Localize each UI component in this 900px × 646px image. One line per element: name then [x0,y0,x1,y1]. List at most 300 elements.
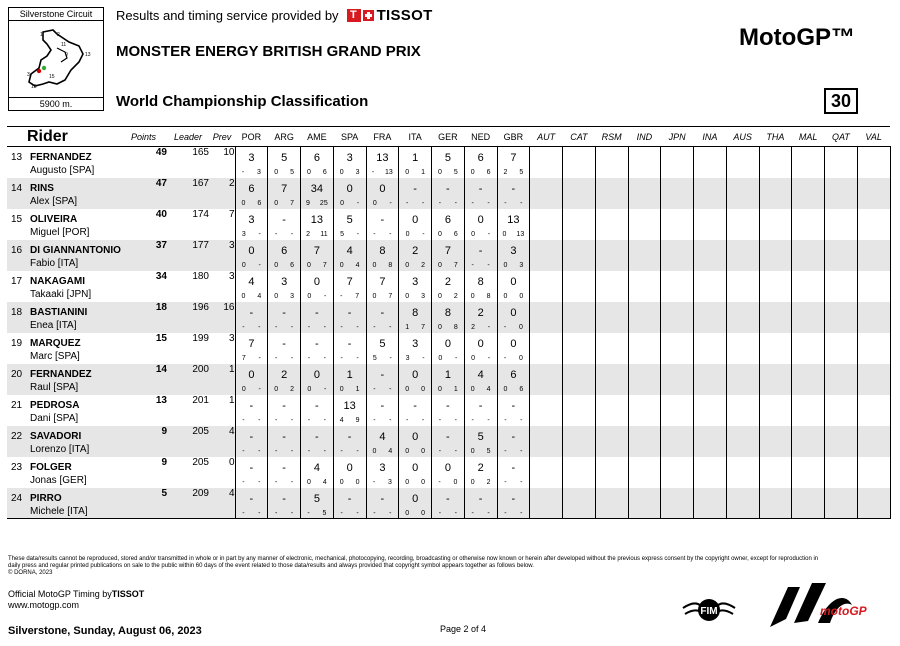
grand-prix-points: - [389,416,392,424]
race-cell-aus [726,395,759,426]
grand-prix-points: 4 [322,478,327,486]
race-split-points [268,448,300,455]
race-total-points: 13 [507,213,520,226]
race-cell-aus [726,364,759,395]
gap-to-leader: 174 [192,208,209,220]
race-total-points: - [478,182,483,195]
race-cell-ger [432,395,465,426]
race-total-points: 6 [313,152,320,164]
race-cell-mal [792,364,825,395]
grand-prix-points: - [487,509,490,517]
sprint-points: - [340,447,343,455]
table-row [7,271,890,302]
race-cell-arg [268,333,301,364]
race-split-points [432,510,464,517]
sprint-points: - [275,323,278,331]
race-total-points: 6 [281,244,288,257]
race-cell-ned [464,488,497,519]
col-gp-ned: NED [464,127,497,147]
race-total-points: 0 [444,337,451,350]
race-cell-mal [792,240,825,271]
race-cell-qat [825,240,858,271]
race-total-points: 8 [477,275,484,288]
race-cell-jpn [661,333,694,364]
timing-prefix: Official MotoGP Timing by [8,589,112,599]
col-gp-fra: FRA [366,127,399,147]
turn-label-18: 18 [31,84,37,90]
gap-to-leader: 200 [167,364,209,395]
rider-surname: FERNANDEZ [30,152,92,163]
race-cell-fra [366,395,399,426]
race-cell-spa [333,302,366,333]
race-total-points: 0 [510,337,517,350]
race-cell-ned [464,333,497,364]
sprint-points: 0 [405,509,410,517]
race-total-points: 13 [310,213,323,226]
grand-prix-points: 7 [421,323,426,331]
race-split-points [432,262,464,269]
race-cell-ame [301,302,334,333]
race-cell-aut [530,395,563,426]
race-split-points [432,355,464,362]
race-total-points: - [282,492,286,505]
race-split-points [498,386,530,393]
race-cell-ita [399,209,432,240]
sprint-points: 0 [437,169,442,176]
race-total-points: - [511,492,516,505]
sprint-points: - [275,447,278,455]
race-split-points [268,169,300,176]
grand-prix-points: 5 [290,169,295,176]
race-cell-por [235,488,268,519]
table-row [7,178,890,209]
rider-surname: PEDROSA [30,399,80,411]
race-split-points [432,479,464,486]
table-row [7,147,890,178]
race-total-points: 8 [412,306,419,319]
race-cell-cat [563,271,596,302]
race-cell-gbr [497,395,530,426]
grand-prix-points: - [455,354,458,362]
grand-prix-points: - [421,416,425,424]
grand-prix-points: - [258,509,261,517]
race-total-points: 5 [281,152,288,164]
grand-prix-points: - [356,199,360,207]
rider-position: 20 [11,368,23,380]
grand-prix-points: 6 [519,385,524,393]
race-cell-ame [301,395,334,426]
race-cell-mal [792,395,825,426]
race-cell-mal [792,147,825,178]
race-cell-por [235,364,268,395]
race-split-points [465,324,497,331]
race-total-points: - [511,182,516,195]
gap-to-previous: 0 [228,456,235,468]
grand-prix-points: 3 [355,169,360,176]
race-total-points: - [380,368,385,381]
tissot-t-icon: T [347,9,361,22]
grand-prix-points: 6 [453,230,458,238]
race-cell-aus [726,302,759,333]
grand-prix-points: 0 [421,478,426,486]
race-total-points: 13 [343,399,356,412]
race-cell-rsm [595,240,628,271]
race-cell-fra [366,302,399,333]
race-split-points [268,200,300,207]
rider-position: 19 [11,337,23,349]
race-cell-arg [268,364,301,395]
race-cell-aut [530,488,563,519]
race-cell-ita [399,147,432,178]
rider-cell [7,302,120,333]
sprint-points: - [503,323,507,331]
race-split-points [236,262,268,269]
race-split-points [236,293,268,300]
race-cell-mal [792,488,825,519]
race-cell-aut [530,333,563,364]
race-cell-ina [694,333,727,364]
race-total-points: 3 [248,152,255,164]
rider-firstname-nation: Enea [ITA] [30,319,77,331]
col-leader: Leader [167,127,209,147]
rider-cell [7,147,120,178]
grand-prix-points: - [323,323,326,331]
sprint-points: - [275,478,278,486]
sprint-points: - [471,261,474,269]
grand-prix-points: 0 [518,323,523,331]
gap-to-previous: 3 [209,240,235,271]
grand-prix-points: 0 [518,354,523,362]
sprint-points: - [307,447,311,455]
race-cell-qat [825,364,858,395]
race-cell-por [235,395,268,426]
race-split-points [399,355,431,362]
race-cell-jpn [661,271,694,302]
disclaimer [8,556,828,577]
grand-prix-points: 7 [290,199,295,207]
grand-prix-points: 5 [519,169,524,176]
race-cell-spa [333,147,366,178]
rider-position: 16 [11,244,23,256]
race-total-points: - [413,182,417,195]
race-cell-ger [432,209,465,240]
race-split-points [465,355,497,362]
sprint-points: 0 [405,261,410,269]
sprint-points: 0 [241,292,246,300]
sprint-points: 0 [437,230,442,238]
race-cell-fra [366,488,399,519]
grand-prix-points: - [258,447,261,455]
race-total-points: - [380,213,385,226]
race-cell-ita [399,178,432,209]
race-cell-cat [563,302,596,333]
race-total-points: - [315,430,319,443]
race-cell-aut [530,302,563,333]
sprint-points: 0 [306,478,311,486]
race-cell-arg [268,488,301,519]
race-cell-rsm [595,333,628,364]
race-cell-ned [464,147,497,178]
grand-prix-points: 13 [385,169,393,176]
gap-to-previous: 1 [228,394,235,406]
grand-prix-points: 0 [355,478,360,486]
grand-prix-points: - [290,323,294,331]
grand-prix-points: 1 [355,385,360,393]
race-cell-arg [268,302,301,333]
gap-to-leader: 205 [167,426,209,457]
race-split-points [367,200,399,207]
sprint-points: - [438,447,442,455]
race-split-points [498,231,530,238]
grand-prix-points: - [356,447,359,455]
sprint-points: - [242,447,245,455]
sprint-points: 0 [438,354,443,362]
grand-prix-points: 2 [486,478,491,486]
race-cell-tha [759,333,792,364]
turn-label-3: 3 [27,72,30,78]
col-gp-mal: MAL [792,127,825,147]
rider-position: 15 [11,213,23,225]
gap-to-previous: 3 [228,332,235,344]
race-split-points [432,293,464,300]
provided-by-text: Results and timing service provided by [116,8,339,23]
race-cell-rsm [595,209,628,240]
race-cell-ind [628,488,661,519]
race-cell-spa [333,209,366,240]
turn-label-11: 11 [61,42,67,48]
sprint-points: - [242,416,245,424]
sprint-points: - [307,509,310,517]
grand-prix-points: 7 [388,292,393,300]
grand-prix-points: - [454,199,457,207]
table-row [7,488,890,519]
race-cell-ned [464,178,497,209]
race-split-points [268,324,300,331]
race-total-points: - [478,492,483,505]
race-cell-tha [759,364,792,395]
race-cell-val [857,178,890,209]
race-total-points: 0 [412,213,419,226]
sprint-points: 5 [372,354,377,362]
race-split-points [236,231,268,238]
race-cell-gbr [497,209,530,240]
col-gp-qat: QAT [825,127,858,147]
race-total-points: 0 [477,337,484,350]
race-total-points: - [511,430,516,443]
race-cell-val [857,240,890,271]
race-split-points [236,479,268,486]
race-split-points [465,510,497,517]
race-total-points: 5 [313,492,320,505]
grand-prix-points: - [290,230,294,238]
grand-prix-points: 4 [486,385,491,393]
grand-prix-points: - [290,478,294,486]
motogp-logo-icon [760,575,867,635]
race-total-points: - [446,182,450,195]
race-split-points [367,231,399,238]
grand-prix-points: - [487,261,490,269]
race-cell-mal [792,457,825,488]
race-cell-por [235,271,268,302]
race-cell-cat [563,457,596,488]
race-cell-mal [792,209,825,240]
grand-prix-points: 6 [486,169,491,176]
race-cell-ina [694,426,727,457]
race-total-points: 2 [444,275,451,288]
race-total-points: 0 [412,430,419,443]
gap-to-previous: 10 [223,147,235,158]
sprint-points: - [503,354,507,362]
sprint-points: - [471,416,474,424]
race-cell-jpn [661,147,694,178]
race-cell-aus [726,457,759,488]
race-cell-ger [432,240,465,271]
gap-to-leader: 180 [192,270,209,282]
sprint-points: 0 [274,385,279,393]
race-split-points [367,510,399,517]
grand-prix-points: 9 [355,416,360,424]
race-total-points: 1 [412,152,419,164]
race-cell-tha [759,488,792,519]
gap-to-leader: 165 [192,147,209,158]
col-gp-val: VAL [857,127,890,147]
race-cell-ger [432,457,465,488]
race-cell-cat [563,209,596,240]
sprint-points: 0 [405,169,410,176]
race-cell-ger [432,271,465,302]
race-cell-aus [726,488,759,519]
race-cell-ind [628,333,661,364]
race-total-points: 3 [379,461,386,474]
rider-cell [7,178,120,209]
race-cell-fra [366,364,399,395]
sprint-points: 0 [470,478,475,486]
race-total-points: - [249,492,254,505]
grand-prix-points: - [389,385,392,393]
table-row [7,457,890,488]
rider-surname: FERNANDEZ [30,368,92,380]
grand-prix-points: 5 [486,447,491,455]
race-cell-ita [399,457,432,488]
race-total-points: 3 [281,275,288,288]
rider-points: 18 [120,302,167,333]
race-cell-rsm [595,488,628,519]
sprint-points: - [406,199,409,207]
race-split-points [334,355,366,362]
gap-to-previous: 7 [228,208,235,220]
race-split-points [334,417,366,424]
col-gp-arg: ARG [268,127,301,147]
race-cell-ger [432,147,465,178]
race-cell-arg [268,178,301,209]
race-split-points [399,293,431,300]
sprint-points: 0 [405,230,410,238]
col-gp-rsm: RSM [595,127,628,147]
rider-cell [7,395,120,426]
rider-firstname-nation: Dani [SPA] [30,412,79,424]
grand-prix-points: - [258,385,261,393]
copyright-text: © DORNA, 2023 [8,570,53,576]
race-total-points: 4 [477,368,484,381]
race-cell-jpn [661,302,694,333]
race-total-points: - [446,399,450,412]
race-split-points [367,324,399,331]
race-cell-ind [628,178,661,209]
website-link[interactable]: www.motogp.com [8,600,80,610]
race-cell-gbr [497,240,530,271]
grand-prix-points: - [323,416,326,424]
table-row [7,209,890,240]
race-split-points [268,417,300,424]
gap-to-leader: 201 [192,394,209,406]
col-gp-jpn: JPN [661,127,694,147]
race-total-points: 4 [313,461,320,474]
race-split-points [268,231,300,238]
race-total-points: 5 [444,152,451,164]
race-cell-spa [333,488,366,519]
race-split-points [399,510,431,517]
race-cell-aus [726,426,759,457]
grand-prix-points: 1 [453,385,458,393]
grand-prix-points: 8 [486,292,491,300]
race-cell-gbr [497,271,530,302]
grand-prix-points: 7 [453,261,458,269]
sprint-points: 9 [306,199,310,207]
race-split-points [399,262,431,269]
race-split-points [465,293,497,300]
race-total-points: 0 [313,368,320,381]
race-total-points: - [478,399,483,412]
race-total-points: 0 [346,182,353,195]
race-split-points [268,386,300,393]
race-cell-spa [333,178,366,209]
circuit-box [8,7,104,111]
turn-label-2: 2 [57,32,60,38]
race-total-points: - [282,306,286,319]
race-cell-rsm [595,457,628,488]
race-cell-aut [530,426,563,457]
race-total-points: - [413,399,417,412]
race-cell-jpn [661,178,694,209]
race-cell-por [235,426,268,457]
race-cell-ita [399,302,432,333]
race-cell-rsm [595,426,628,457]
sprint-points: 0 [470,447,475,455]
grand-prix-points: - [356,354,359,362]
race-cell-rsm [595,147,628,178]
race-cell-ger [432,333,465,364]
sprint-points: 0 [502,230,507,238]
fim-logo-icon [679,592,739,628]
race-split-points [399,448,431,455]
sprint-points: - [373,385,376,393]
sprint-points: 0 [471,230,476,238]
grand-prix-points: - [520,416,523,424]
rider-points: 13 [155,394,167,406]
sprint-points: 0 [437,323,442,331]
rider-surname: DI GIANNANTONIO [30,244,121,256]
grand-prix-points: 6 [257,199,262,207]
race-cell-tha [759,457,792,488]
race-split-points [334,262,366,269]
race-cell-qat [825,178,858,209]
race-cell-val [857,302,890,333]
race-cell-ind [628,364,661,395]
race-cell-por [235,178,268,209]
race-cell-ina [694,178,727,209]
sprint-points: - [275,354,278,362]
race-split-points [268,293,300,300]
